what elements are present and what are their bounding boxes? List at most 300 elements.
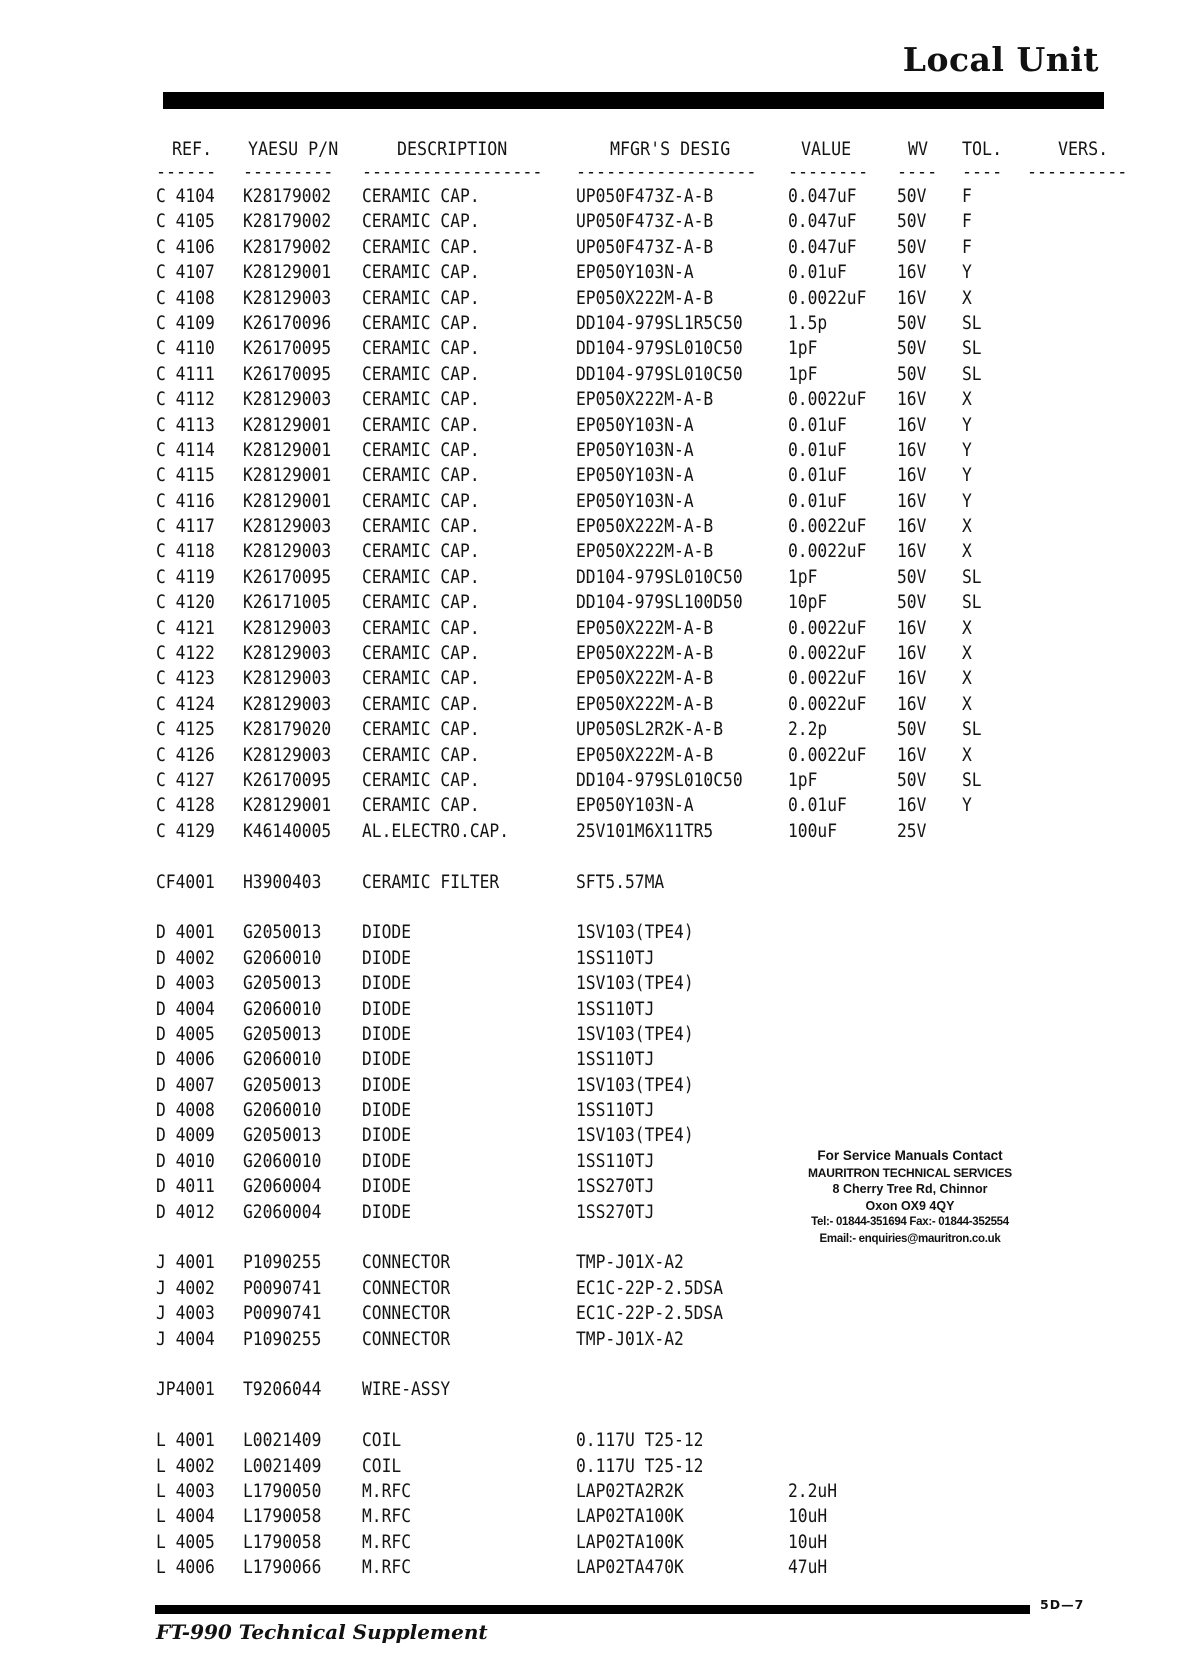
table-row xyxy=(0,463,1190,488)
cell-wv: 16V xyxy=(897,541,927,563)
cell-ref: D 4011 xyxy=(156,1176,215,1198)
cell-tolerance: F xyxy=(962,236,972,258)
cell-mfgr-desig: EP050X222M-A-B xyxy=(576,668,714,690)
dash-tol: ---- xyxy=(962,162,1003,183)
cell-value: 47uH xyxy=(788,1557,828,1579)
dash-description: ------------------ xyxy=(362,162,543,183)
cell-mfgr-desig: DD104-979SL100D50 xyxy=(576,592,743,614)
table-row xyxy=(0,413,1190,438)
cell-part-number: L1790058 xyxy=(243,1506,322,1528)
cell-value: 10pF xyxy=(788,592,828,614)
cell-part-number: K46140005 xyxy=(243,820,332,842)
cell-ref: C 4125 xyxy=(156,719,215,741)
table-row xyxy=(0,1428,1190,1453)
table-row xyxy=(0,666,1190,691)
dash-pn: --------- xyxy=(243,162,334,183)
cell-ref: C 4112 xyxy=(156,389,215,411)
header-underline xyxy=(0,162,1190,184)
cell-part-number: K28129003 xyxy=(243,668,332,690)
cell-description: CERAMIC CAP. xyxy=(362,617,480,639)
group-spacer xyxy=(0,895,1190,920)
cell-ref: L 4002 xyxy=(156,1455,215,1477)
cell-description: CONNECTOR xyxy=(362,1303,451,1325)
table-row xyxy=(0,793,1190,818)
dash-wv: ---- xyxy=(897,162,938,183)
table-row xyxy=(0,438,1190,463)
parts-table xyxy=(0,134,1190,1580)
table-row xyxy=(0,1022,1190,1047)
cell-description: CONNECTOR xyxy=(362,1277,451,1299)
cell-description: CERAMIC CAP. xyxy=(362,541,480,563)
cell-ref: C 4122 xyxy=(156,643,215,665)
cell-part-number: K26170095 xyxy=(243,769,332,791)
cell-part-number: L0021409 xyxy=(243,1430,322,1452)
cell-tolerance: Y xyxy=(962,262,972,284)
cell-ref: C 4116 xyxy=(156,490,215,512)
cell-ref: J 4003 xyxy=(156,1303,215,1325)
cell-mfgr-desig: EP050Y103N-A xyxy=(576,490,694,512)
cell-part-number: L0021409 xyxy=(243,1455,322,1477)
cell-description: CERAMIC CAP. xyxy=(362,719,480,741)
cell-wv: 16V xyxy=(897,287,927,309)
cell-description: CERAMIC CAP. xyxy=(362,795,480,817)
table-row xyxy=(0,260,1190,285)
cell-mfgr-desig: EC1C-22P-2.5DSA xyxy=(576,1277,724,1299)
service-contact-block xyxy=(780,1148,1040,1247)
cell-description: CONNECTOR xyxy=(362,1328,451,1350)
cell-part-number: K28129001 xyxy=(243,414,332,436)
cell-tolerance: X xyxy=(962,389,972,411)
table-row xyxy=(0,1377,1190,1402)
cell-ref: C 4128 xyxy=(156,795,215,817)
cell-tolerance: Y xyxy=(962,465,972,487)
cell-part-number: K28129003 xyxy=(243,287,332,309)
cell-ref: D 4010 xyxy=(156,1150,215,1172)
table-row xyxy=(0,1301,1190,1326)
cell-part-number: K28179002 xyxy=(243,211,332,233)
cell-part-number: H3900403 xyxy=(243,871,322,893)
table-row xyxy=(0,1479,1190,1504)
dash-value: -------- xyxy=(788,162,869,183)
cell-ref: C 4115 xyxy=(156,465,215,487)
cell-ref: D 4007 xyxy=(156,1074,215,1096)
cell-description: COIL xyxy=(362,1430,402,1452)
contact-company: MAURITRON TECHNICAL SERVICES xyxy=(808,1165,1012,1180)
cell-tolerance: SL xyxy=(962,338,982,360)
cell-wv: 16V xyxy=(897,617,927,639)
cell-wv: 16V xyxy=(897,262,927,284)
cell-ref: C 4114 xyxy=(156,439,215,461)
cell-description: CERAMIC CAP. xyxy=(362,490,480,512)
cell-mfgr-desig: DD104-979SL010C50 xyxy=(576,566,743,588)
cell-description: DIODE xyxy=(362,1049,412,1071)
cell-ref: J 4001 xyxy=(156,1252,215,1274)
cell-description: CERAMIC CAP. xyxy=(362,186,480,207)
top-rule xyxy=(163,92,1104,109)
cell-value: 2.2uH xyxy=(788,1480,838,1502)
cell-wv: 16V xyxy=(897,490,927,512)
cell-description: DIODE xyxy=(362,947,412,969)
cell-description: M.RFC xyxy=(362,1531,412,1553)
cell-mfgr-desig: 1SV103(TPE4) xyxy=(576,973,694,995)
column-header-ref: REF. xyxy=(172,139,213,160)
cell-ref: C 4129 xyxy=(156,820,215,842)
cell-wv: 16V xyxy=(897,414,927,436)
cell-mfgr-desig: EP050Y103N-A xyxy=(576,795,694,817)
cell-tolerance: F xyxy=(962,186,972,207)
cell-mfgr-desig: DD104-979SL010C50 xyxy=(576,338,743,360)
cell-tolerance: Y xyxy=(962,439,972,461)
cell-part-number: K28179002 xyxy=(243,236,332,258)
cell-mfgr-desig: EC1C-22P-2.5DSA xyxy=(576,1303,724,1325)
cell-part-number: G2050013 xyxy=(243,1125,322,1147)
table-row xyxy=(0,870,1190,895)
cell-part-number: G2060010 xyxy=(243,998,322,1020)
cell-tolerance: SL xyxy=(962,312,982,334)
cell-description: DIODE xyxy=(362,1150,412,1172)
cell-value: 0.0022uF xyxy=(788,617,867,639)
cell-mfgr-desig: 1SS110TJ xyxy=(576,1100,655,1122)
cell-ref: D 4001 xyxy=(156,922,215,944)
cell-part-number: K28129001 xyxy=(243,262,332,284)
cell-mfgr-desig: EP050Y103N-A xyxy=(576,414,694,436)
cell-ref: C 4108 xyxy=(156,287,215,309)
cell-wv: 50V xyxy=(897,211,927,233)
cell-description: CERAMIC CAP. xyxy=(362,439,480,461)
cell-description: AL.ELECTRO.CAP. xyxy=(362,820,510,842)
cell-tolerance: X xyxy=(962,617,972,639)
cell-description: DIODE xyxy=(362,973,412,995)
cell-mfgr-desig: LAP02TA470K xyxy=(576,1557,684,1579)
table-row xyxy=(0,539,1190,564)
contact-address: 8 Cherry Tree Rd, Chinnor xyxy=(832,1182,988,1196)
cell-ref: C 4117 xyxy=(156,516,215,538)
cell-wv: 16V xyxy=(897,439,927,461)
column-header-vers: VERS. xyxy=(1058,139,1109,160)
cell-description: CERAMIC CAP. xyxy=(362,236,480,258)
cell-part-number: P1090255 xyxy=(243,1328,322,1350)
cell-ref: C 4105 xyxy=(156,211,215,233)
cell-ref: J 4002 xyxy=(156,1277,215,1299)
cell-ref: D 4008 xyxy=(156,1100,215,1122)
table-row xyxy=(0,235,1190,260)
cell-part-number: K28129003 xyxy=(243,693,332,715)
cell-ref: L 4001 xyxy=(156,1430,215,1452)
cell-value: 0.01uF xyxy=(788,795,847,817)
cell-part-number: P0090741 xyxy=(243,1303,322,1325)
table-row xyxy=(0,336,1190,361)
cell-value: 0.0022uF xyxy=(788,389,867,411)
cell-value: 1.5p xyxy=(788,312,828,334)
cell-part-number: T9206044 xyxy=(243,1379,322,1401)
cell-wv: 50V xyxy=(897,338,927,360)
cell-mfgr-desig: 1SV103(TPE4) xyxy=(576,922,694,944)
table-row xyxy=(0,1123,1190,1148)
cell-ref: D 4005 xyxy=(156,1023,215,1045)
cell-value: 1pF xyxy=(788,338,818,360)
cell-description: CERAMIC CAP. xyxy=(362,566,480,588)
cell-part-number: G2050013 xyxy=(243,922,322,944)
cell-mfgr-desig: LAP02TA100K xyxy=(576,1506,684,1528)
cell-mfgr-desig: EP050Y103N-A xyxy=(576,439,694,461)
cell-part-number: G2060004 xyxy=(243,1176,322,1198)
cell-mfgr-desig: 0.117U T25-12 xyxy=(576,1455,704,1477)
cell-mfgr-desig: 1SS110TJ xyxy=(576,947,655,969)
cell-description: M.RFC xyxy=(362,1506,412,1528)
cell-tolerance: X xyxy=(962,643,972,665)
cell-part-number: G2060004 xyxy=(243,1201,322,1223)
cell-description: WIRE-ASSY xyxy=(362,1379,451,1401)
cell-ref: D 4004 xyxy=(156,998,215,1020)
cell-part-number: G2050013 xyxy=(243,1023,322,1045)
cell-wv: 16V xyxy=(897,693,927,715)
cell-part-number: K28129001 xyxy=(243,490,332,512)
cell-value: 0.0022uF xyxy=(788,516,867,538)
cell-value: 0.01uF xyxy=(788,262,847,284)
cell-value: 0.0022uF xyxy=(788,541,867,563)
cell-ref: L 4006 xyxy=(156,1557,215,1579)
cell-description: CERAMIC CAP. xyxy=(362,312,480,334)
cell-ref: JP4001 xyxy=(156,1379,215,1401)
cell-description: CERAMIC CAP. xyxy=(362,338,480,360)
cell-value: 0.01uF xyxy=(788,414,847,436)
cell-ref: C 4119 xyxy=(156,566,215,588)
cell-ref: C 4106 xyxy=(156,236,215,258)
contact-email: Email:- enquiries@mauritron.co.uk xyxy=(819,1232,1001,1245)
table-row xyxy=(0,971,1190,996)
dash-ref: ------ xyxy=(156,162,217,183)
table-row xyxy=(0,590,1190,615)
cell-description: DIODE xyxy=(362,1125,412,1147)
cell-mfgr-desig: TMP-J01X-A2 xyxy=(576,1252,684,1274)
cell-part-number: G2050013 xyxy=(243,1074,322,1096)
column-header-description: DESCRIPTION xyxy=(397,139,508,160)
cell-mfgr-desig: 1SV103(TPE4) xyxy=(576,1023,694,1045)
cell-ref: C 4121 xyxy=(156,617,215,639)
table-row xyxy=(0,1530,1190,1555)
cell-description: CERAMIC CAP. xyxy=(362,744,480,766)
cell-part-number: G2060010 xyxy=(243,1150,322,1172)
cell-part-number: K28179002 xyxy=(243,186,332,207)
cell-value: 0.0022uF xyxy=(788,287,867,309)
cell-mfgr-desig: 1SS270TJ xyxy=(576,1201,655,1223)
cell-value: 0.01uF xyxy=(788,465,847,487)
page-number: 5D—7 xyxy=(1040,1597,1085,1612)
cell-tolerance: X xyxy=(962,668,972,690)
cell-tolerance: Y xyxy=(962,795,972,817)
cell-tolerance: X xyxy=(962,287,972,309)
table-row xyxy=(0,717,1190,742)
cell-wv: 25V xyxy=(897,820,927,842)
cell-value: 10uH xyxy=(788,1506,828,1528)
cell-part-number: G2060010 xyxy=(243,1100,322,1122)
cell-tolerance: SL xyxy=(962,769,982,791)
cell-ref: C 4109 xyxy=(156,312,215,334)
cell-mfgr-desig: UP050F473Z-A-B xyxy=(576,186,714,207)
cell-part-number: L1790066 xyxy=(243,1557,322,1579)
cell-part-number: P1090255 xyxy=(243,1252,322,1274)
cell-value: 0.0022uF xyxy=(788,643,867,665)
dash-mfgr: ------------------ xyxy=(576,162,757,183)
cell-description: DIODE xyxy=(362,1023,412,1045)
page-title: Local Unit xyxy=(902,40,1099,79)
table-row xyxy=(0,819,1190,844)
cell-tolerance: SL xyxy=(962,363,982,385)
cell-ref: C 4110 xyxy=(156,338,215,360)
cell-part-number: G2050013 xyxy=(243,973,322,995)
cell-tolerance: X xyxy=(962,541,972,563)
cell-mfgr-desig: EP050X222M-A-B xyxy=(576,516,714,538)
cell-part-number: K28129003 xyxy=(243,744,332,766)
cell-mfgr-desig: UP050SL2R2K-A-B xyxy=(576,719,724,741)
cell-value: 0.047uF xyxy=(788,236,857,258)
column-header-tol: TOL. xyxy=(962,139,1003,160)
cell-mfgr-desig: 1SS110TJ xyxy=(576,1150,655,1172)
group-spacer xyxy=(0,1403,1190,1428)
cell-value: 0.047uF xyxy=(788,211,857,233)
cell-mfgr-desig: EP050X222M-A-B xyxy=(576,643,714,665)
footer-title: FT-990 Technical Supplement xyxy=(156,1620,488,1644)
cell-part-number: K26170095 xyxy=(243,363,332,385)
cell-ref: D 4003 xyxy=(156,973,215,995)
cell-tolerance: Y xyxy=(962,414,972,436)
cell-part-number: K28129003 xyxy=(243,617,332,639)
cell-mfgr-desig: EP050X222M-A-B xyxy=(576,389,714,411)
table-row xyxy=(0,1250,1190,1275)
dash-vers: ---------- xyxy=(1027,162,1128,183)
cell-value: 1pF xyxy=(788,363,818,385)
cell-wv: 50V xyxy=(897,312,927,334)
table-row xyxy=(0,1454,1190,1479)
cell-ref: L 4005 xyxy=(156,1531,215,1553)
table-row xyxy=(0,1073,1190,1098)
table-row xyxy=(0,1098,1190,1123)
cell-description: CERAMIC CAP. xyxy=(362,769,480,791)
cell-description: DIODE xyxy=(362,1074,412,1096)
cell-description: CERAMIC CAP. xyxy=(362,287,480,309)
table-row xyxy=(0,311,1190,336)
column-header-value: VALUE xyxy=(801,139,852,160)
table-row xyxy=(0,743,1190,768)
cell-ref: C 4111 xyxy=(156,363,215,385)
cell-value: 0.0022uF xyxy=(788,668,867,690)
cell-ref: C 4113 xyxy=(156,414,215,436)
cell-part-number: K28129003 xyxy=(243,643,332,665)
column-header-mfgr: MFGR'S DESIG xyxy=(610,139,731,160)
cell-mfgr-desig: 1SS270TJ xyxy=(576,1176,655,1198)
cell-mfgr-desig: EP050X222M-A-B xyxy=(576,541,714,563)
cell-ref: L 4004 xyxy=(156,1506,215,1528)
table-row xyxy=(0,184,1190,209)
cell-value: 0.0022uF xyxy=(788,744,867,766)
cell-ref: C 4124 xyxy=(156,693,215,715)
cell-description: DIODE xyxy=(362,1201,412,1223)
cell-ref: C 4127 xyxy=(156,769,215,791)
cell-ref: L 4003 xyxy=(156,1480,215,1502)
cell-wv: 50V xyxy=(897,566,927,588)
cell-ref: C 4126 xyxy=(156,744,215,766)
cell-wv: 16V xyxy=(897,516,927,538)
table-row xyxy=(0,946,1190,971)
cell-wv: 50V xyxy=(897,719,927,741)
cell-mfgr-desig: EP050X222M-A-B xyxy=(576,744,714,766)
cell-wv: 50V xyxy=(897,363,927,385)
cell-value: 2.2p xyxy=(788,719,828,741)
cell-tolerance: SL xyxy=(962,592,982,614)
table-row xyxy=(0,1327,1190,1352)
table-row xyxy=(0,1504,1190,1529)
cell-part-number: L1790058 xyxy=(243,1531,322,1553)
cell-mfgr-desig: TMP-J01X-A2 xyxy=(576,1328,684,1350)
cell-ref: C 4120 xyxy=(156,592,215,614)
cell-tolerance: SL xyxy=(962,719,982,741)
table-row xyxy=(0,1555,1190,1580)
table-row xyxy=(0,1276,1190,1301)
bottom-rule xyxy=(155,1605,1030,1614)
table-row xyxy=(0,387,1190,412)
cell-mfgr-desig: EP050X222M-A-B xyxy=(576,617,714,639)
contact-phone: Tel:- 01844-351694 Fax:- 01844-352554 xyxy=(811,1216,1009,1228)
table-row xyxy=(0,768,1190,793)
cell-part-number: L1790050 xyxy=(243,1480,322,1502)
cell-part-number: K28129001 xyxy=(243,439,332,461)
cell-mfgr-desig: DD104-979SL010C50 xyxy=(576,363,743,385)
cell-mfgr-desig: EP050Y103N-A xyxy=(576,465,694,487)
cell-part-number: G2060010 xyxy=(243,1049,322,1071)
cell-part-number: K28129003 xyxy=(243,389,332,411)
cell-wv: 50V xyxy=(897,769,927,791)
cell-mfgr-desig: 1SV103(TPE4) xyxy=(576,1074,694,1096)
cell-part-number: K28129003 xyxy=(243,516,332,538)
cell-ref: C 4104 xyxy=(156,186,215,207)
table-row xyxy=(0,209,1190,234)
cell-part-number: K28129001 xyxy=(243,465,332,487)
table-row xyxy=(0,920,1190,945)
table-row xyxy=(0,692,1190,717)
cell-value: 0.01uF xyxy=(788,439,847,461)
cell-wv: 50V xyxy=(897,592,927,614)
cell-description: CERAMIC CAP. xyxy=(362,389,480,411)
cell-value: 0.0022uF xyxy=(788,693,867,715)
cell-part-number: K26171005 xyxy=(243,592,332,614)
cell-mfgr-desig: 1SS110TJ xyxy=(576,1049,655,1071)
column-header-pn: YAESU P/N xyxy=(248,139,339,160)
cell-description: CERAMIC CAP. xyxy=(362,262,480,284)
cell-ref: D 4006 xyxy=(156,1049,215,1071)
cell-value: 1pF xyxy=(788,566,818,588)
table-row xyxy=(0,1047,1190,1072)
cell-tolerance: Y xyxy=(962,490,972,512)
cell-mfgr-desig: DD104-979SL1R5C50 xyxy=(576,312,743,334)
cell-description: CERAMIC CAP. xyxy=(362,363,480,385)
cell-description: CERAMIC CAP. xyxy=(362,516,480,538)
cell-wv: 50V xyxy=(897,236,927,258)
cell-tolerance: X xyxy=(962,516,972,538)
cell-ref: D 4012 xyxy=(156,1201,215,1223)
cell-value: 100uF xyxy=(788,820,838,842)
cell-mfgr-desig: 25V101M6X11TR5 xyxy=(576,820,714,842)
cell-part-number: K26170096 xyxy=(243,312,332,334)
table-row xyxy=(0,286,1190,311)
cell-ref: C 4107 xyxy=(156,262,215,284)
cell-part-number: K28129003 xyxy=(243,541,332,563)
table-body xyxy=(0,184,1190,1580)
cell-part-number: G2060010 xyxy=(243,947,322,969)
cell-value: 10uH xyxy=(788,1531,828,1553)
cell-description: CERAMIC CAP. xyxy=(362,211,480,233)
table-row xyxy=(0,362,1190,387)
cell-description: DIODE xyxy=(362,1176,412,1198)
